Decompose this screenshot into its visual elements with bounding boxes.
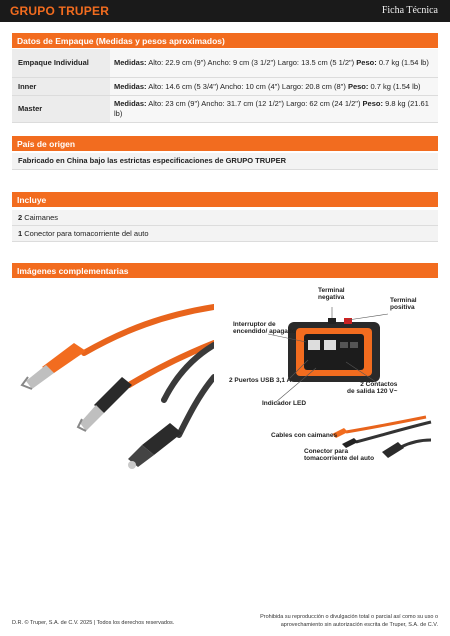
callout-led: Indicador LED	[262, 400, 307, 407]
table-row	[12, 77, 438, 96]
orange-clamp-icon	[22, 343, 86, 389]
images-section-title: Imágenes complementarias	[12, 263, 438, 278]
row-value: Medidas: Alto: 14.6 cm (5 3/4") Ancho: 10 cm (4") Largo: 20.8 cm (8") Peso: 0.7 kg (1.54 lb)	[110, 77, 438, 96]
callout-cables: Cables con caimanes	[271, 432, 338, 439]
cables-product-image	[14, 285, 214, 475]
row-value: Medidas: Alto: 23 cm (9") Ancho: 31.7 cm (12 1/2") Largo: 62 cm (24 1/2") Peso: 9.8 kg (21.61 lb)	[110, 96, 438, 123]
row-label: Empaque Individual	[12, 49, 110, 77]
packaging-table	[12, 49, 438, 123]
footer-copyright: D.R. © Truper, S.A. de C.V. 2025 | Todos los derechos reservados.	[12, 620, 175, 626]
connector-thumbnail-icon	[382, 440, 431, 458]
list-item: 2 Caimanes	[12, 210, 438, 226]
packaging-section-title: Datos de Empaque (Medidas y pesos aproximados)	[12, 33, 438, 48]
origin-section-title: País de origen	[12, 136, 438, 151]
list-item: 1 Conector para tomacorriente del auto	[12, 226, 438, 242]
brand-logo: GRUPO TRUPER	[10, 4, 110, 18]
row-label: Inner	[12, 77, 110, 96]
row-value: Medidas: Alto: 22.9 cm (9") Ancho: 9 cm (3 1/2") Largo: 13.5 cm (5 1/2") Peso: 0.7 kg (1.54 lb)	[110, 49, 438, 77]
origin-text: Fabricado en China bajo las estrictas especificaciones de GRUPO TRUPER	[12, 153, 438, 170]
callout-terminal-negativa: Terminal negativa	[318, 287, 345, 302]
table-row	[12, 49, 438, 77]
cables-thumbnail-icon	[332, 417, 431, 448]
includes-section-title: Incluye	[12, 192, 438, 207]
callout-usb: 2 Puertos USB 3,1 A	[229, 377, 292, 384]
car-plug-icon	[128, 423, 182, 469]
table-row	[12, 96, 438, 123]
callout-conector: Conector para tomacorriente del auto	[304, 448, 375, 463]
document-type: Ficha Técnica	[381, 5, 438, 16]
footer-disclaimer: Prohibida su reproducción o divulgación total o parcial así como su uso o aprovechamiento sin autorización escrita de Truper, S.A. de C.V.	[260, 614, 438, 628]
top-bar	[0, 0, 450, 22]
callout-interruptor: Interruptor de encendido/ apagado	[233, 321, 296, 336]
callout-contactos: 2 Contactos de salida 120 V~	[347, 381, 398, 396]
inverter-icon	[288, 318, 380, 382]
row-label: Master	[12, 96, 110, 123]
callout-terminal-positiva: Terminal positiva	[390, 297, 417, 312]
black-clamp-icon	[78, 377, 132, 431]
